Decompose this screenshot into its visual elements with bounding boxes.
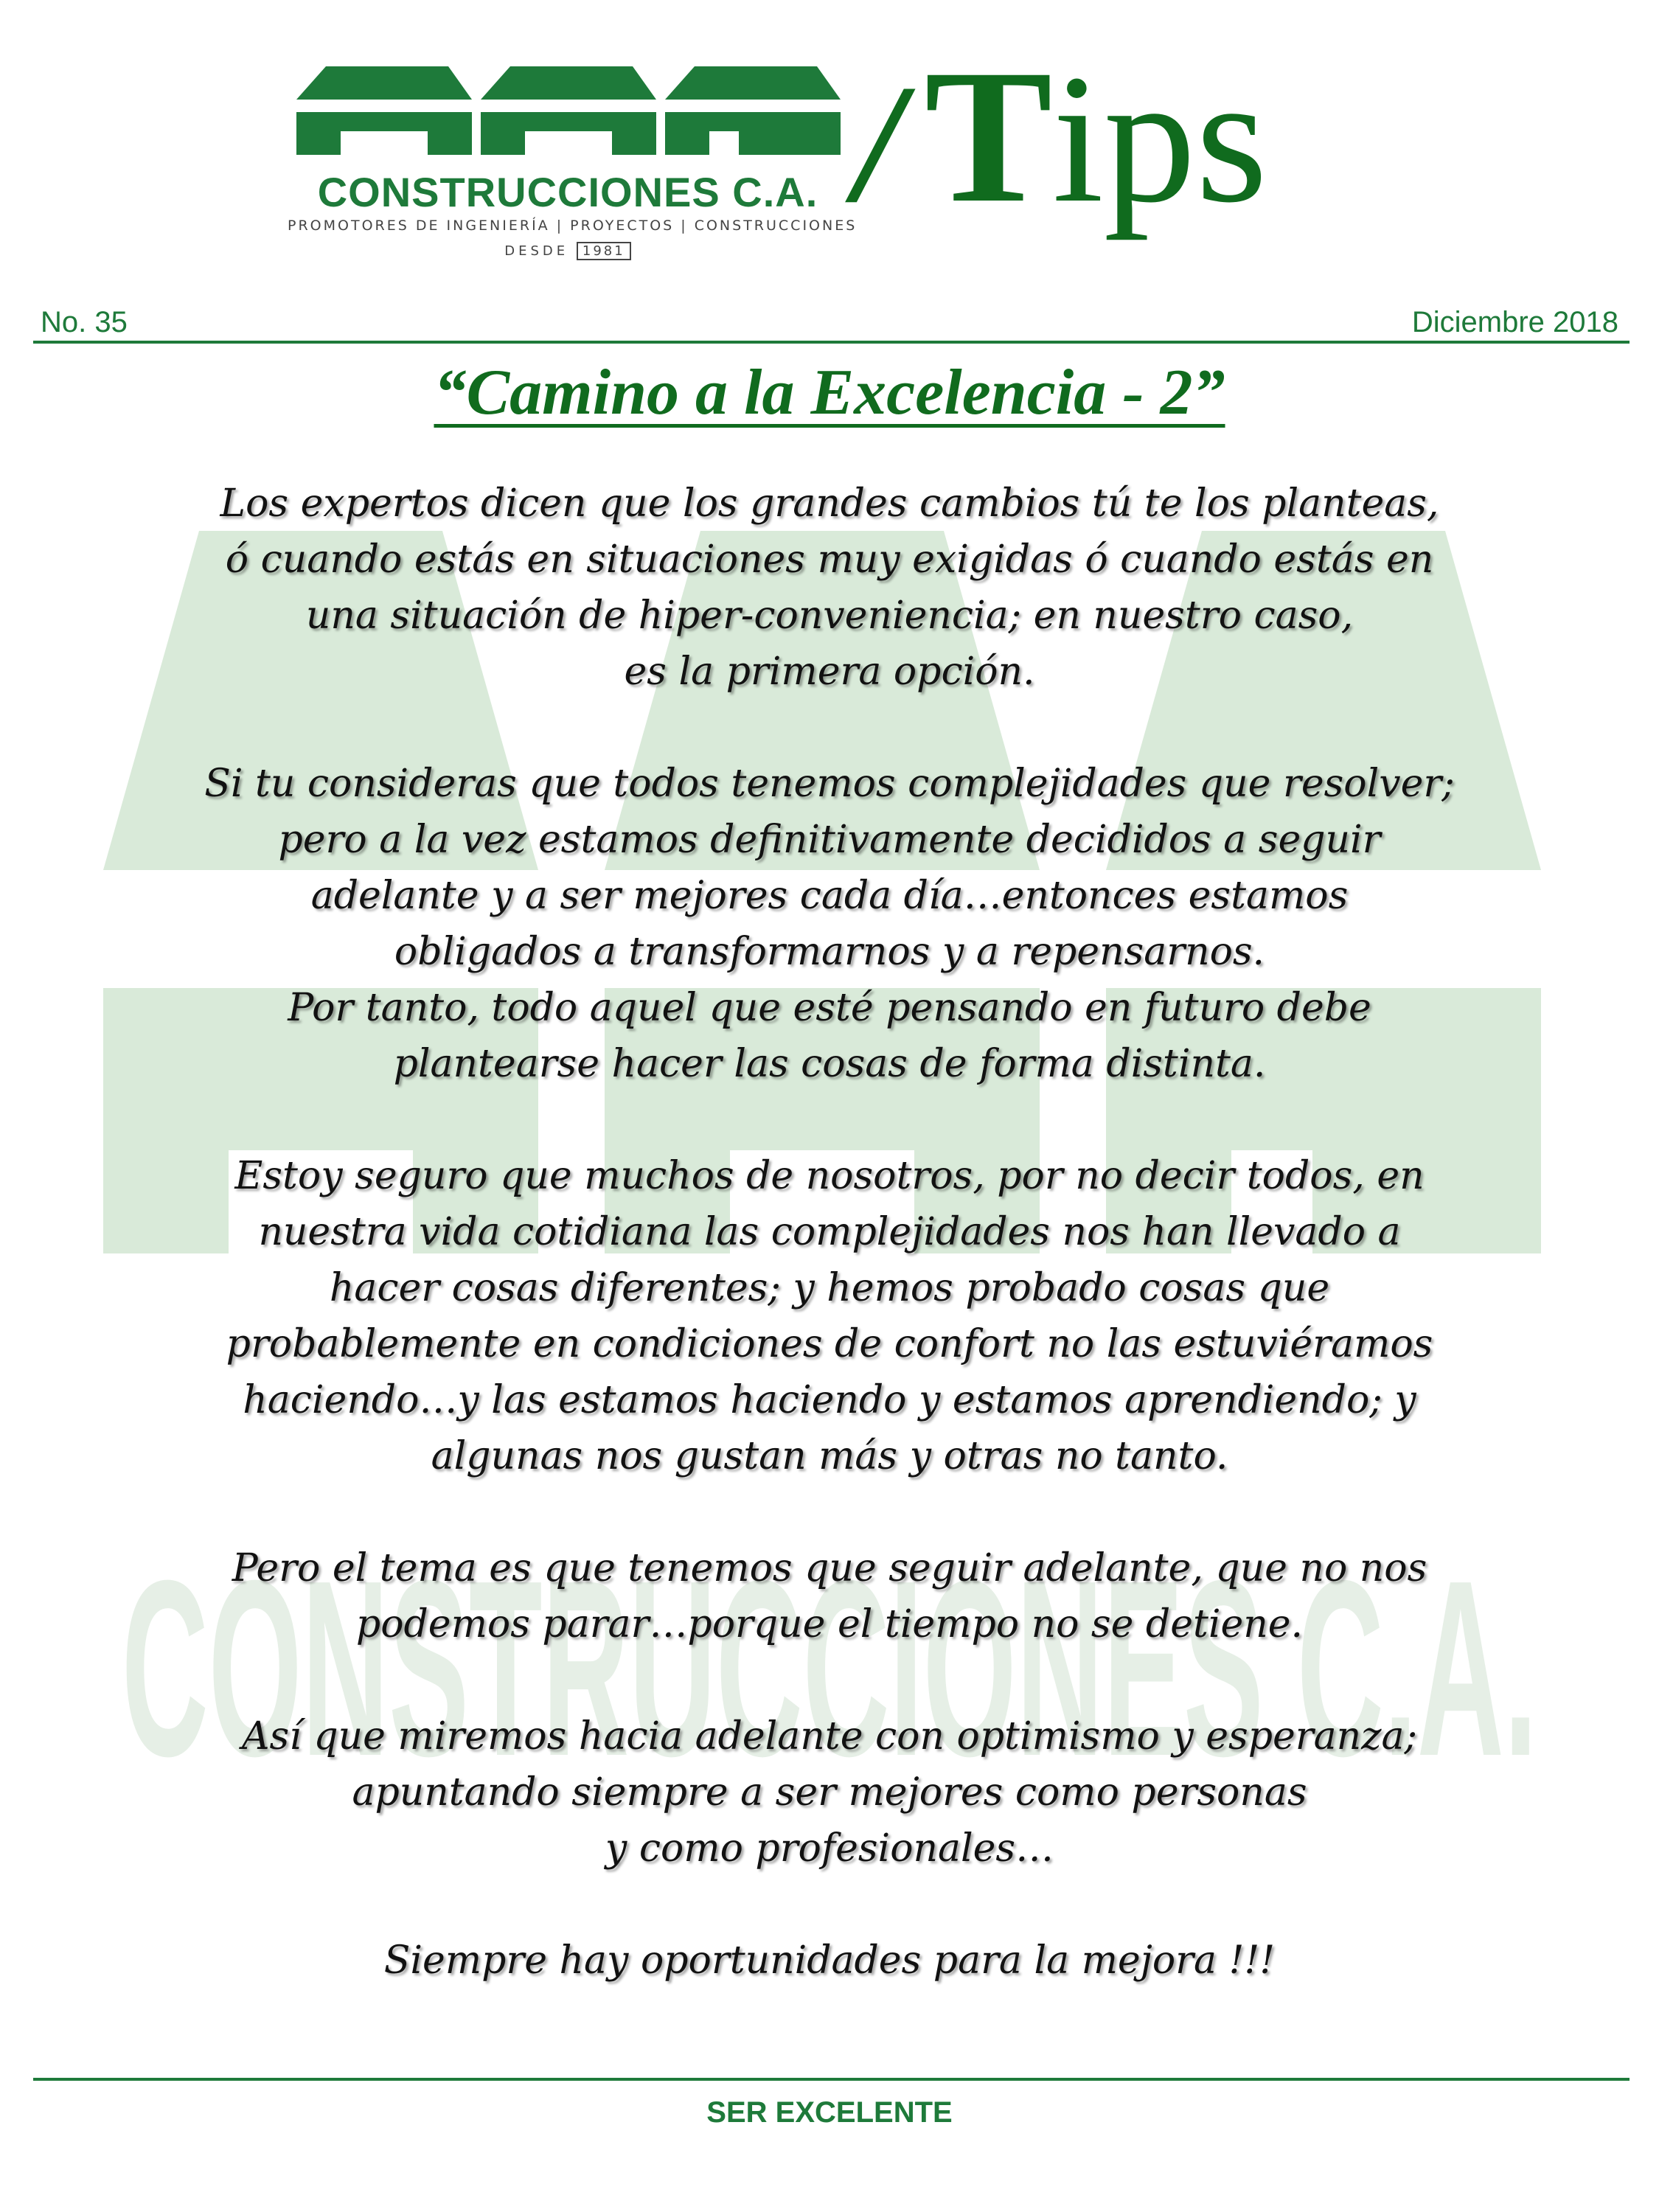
header-rule [33,341,1630,344]
paragraph-gap [81,1092,1578,1148]
body-line: haciendo…y las estamos haciendo y estamos aprendiendo; y [243,1378,1416,1422]
body-line: obligados a transformarnos y a repensarnos. [394,930,1265,974]
body-line: nuestra vida cotidiana las complejidades nos han llevado a [258,1210,1401,1254]
footer-rule [33,2078,1630,2081]
roof-logo-icon [288,66,848,155]
paragraph-gap [81,700,1578,756]
paragraph-gap [81,1877,1578,1933]
since-label: DESDE [504,243,569,259]
body-line: Pero el tema es que tenemos que seguir adelante, que no nos [232,1546,1427,1590]
article-title-text: “Camino a la Excelencia - 2” [434,357,1225,428]
body-line: Si tu consideras que todos tenemos complejidades que resolver; [204,762,1455,806]
article-title [0,352,1659,434]
paragraph-gap [81,1652,1578,1708]
body-line: hacer cosas diferentes; y hemos probado cosas que [329,1266,1330,1310]
watermark-text: CONSTRUCCIONES C.A. [122,1528,1537,1809]
issue-number: No. 35 [41,306,128,338]
body-line: probablemente en condiciones de confort no las estuviéramos [226,1322,1433,1366]
body-line: y como profesionales… [605,1826,1054,1871]
footer-motto: SER EXCELENTE [706,2096,953,2129]
body-line: podemos parar…porque el tiempo no se detiene. [355,1602,1304,1646]
body-line: una situación de hiper-conveniencia; en nuestro caso, [305,594,1354,638]
company-subtitle: PROMOTORES DE INGENIERÍA | PROYECTOS | CONSTRUCCIONES [288,218,858,234]
paragraph-gap [81,1484,1578,1540]
body-line: Siempre hay oportunidades para la mejora !!! [383,1938,1276,1983]
body-line: plantearse hacer las cosas de forma distinta. [393,1042,1266,1086]
section-name [855,30,1268,243]
body-line: algunas nos gustan más y otras no tanto. [431,1434,1228,1478]
body-line: Así que miremos hacia adelante con optimismo y esperanza; [241,1714,1418,1759]
company-since [288,243,848,259]
body-line: Los expertos dicen que los grandes cambios tú te los planteas, [220,481,1439,526]
issue-date: Diciembre 2018 [1411,306,1618,338]
body-line: es la primera opción. [624,650,1035,694]
body-line: pero a la vez estamos definitivamente decididos a seguir [278,818,1381,862]
body-line: Por tanto, todo aquel que esté pensando en futuro debe [288,986,1371,1030]
section-slash: / [855,49,902,237]
section-initial: T [924,30,1053,243]
section-rest: ips [1052,37,1268,241]
since-year: 1981 [577,242,631,260]
article-body [81,476,1578,1989]
body-line: adelante y a ser mejores cada día…entonces estamos [310,874,1349,918]
body-line: ó cuando estás en situaciones muy exigidas ó cuando estás en [225,538,1434,582]
body-line: apuntando siempre a ser mejores como personas [352,1770,1307,1815]
company-name: CONSTRUCCIONES C.A. [317,169,818,215]
body-line: Estoy seguro que muchos de nosotros, por no decir todos, en [234,1154,1425,1198]
company-logo [288,66,858,273]
